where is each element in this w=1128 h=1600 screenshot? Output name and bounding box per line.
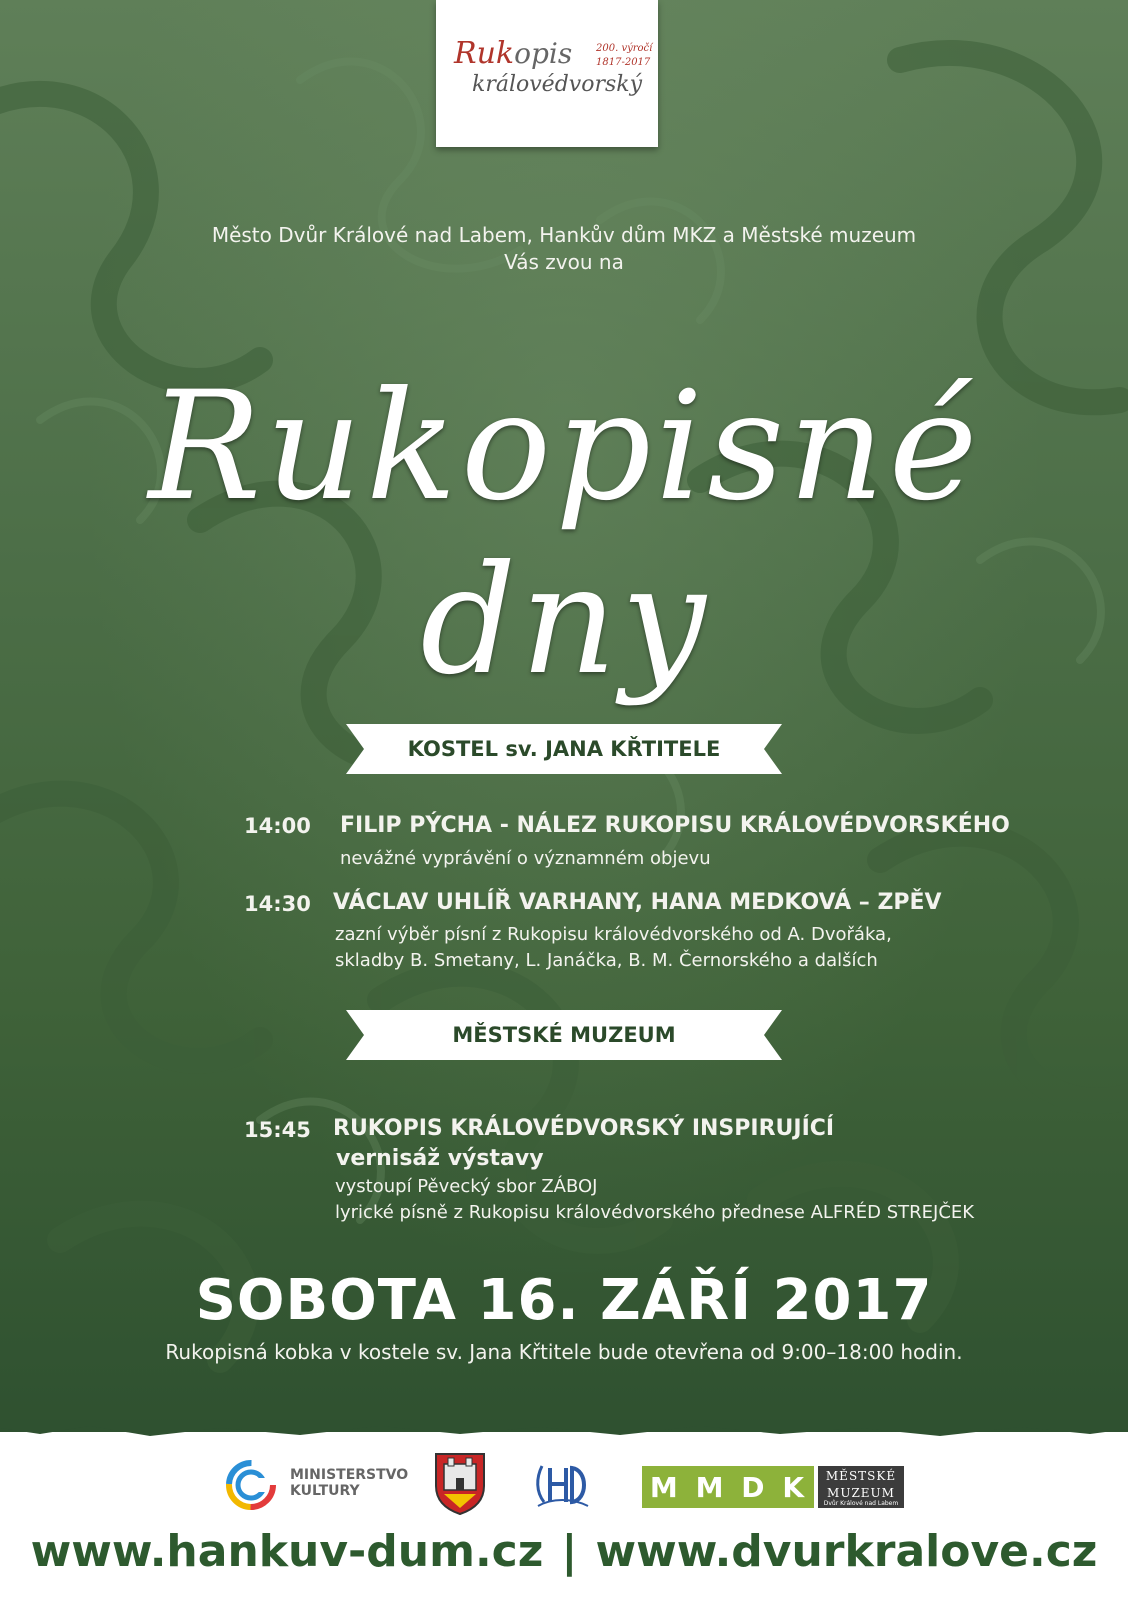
ministry-culture-label: MINISTERSTVO KULTURY — [290, 1467, 409, 1499]
program-description: skladby B. Smetany, L. Janáčka, B. M. Černorského a dalších — [335, 950, 878, 971]
hankuv-dum-logo-icon — [532, 1458, 594, 1512]
event-title: Rukopisné dny — [148, 360, 982, 708]
program-description: nevážné vyprávění o významném objevu — [340, 848, 711, 869]
section-ribbon-church — [346, 724, 782, 774]
program-subtitle: vernisáž výstavy — [336, 1146, 544, 1171]
section-label-church: KOSTEL sv. JANA KŘTITELE — [407, 737, 721, 761]
url-separator: | — [561, 1526, 578, 1577]
mmdk-logo: M M D K — [642, 1466, 814, 1508]
website-links — [0, 1526, 1128, 1577]
logo-anniversary: 200. výročí 1817-2017 — [596, 43, 653, 68]
ministry-culture-icon — [224, 1458, 278, 1512]
program-title: VÁCLAV UHLÍŘ VARHANY, HANA MEDKOVÁ – ZPĚV — [333, 890, 942, 915]
intro-line-2: Vás zvou na — [504, 250, 624, 274]
logo-card — [436, 0, 658, 147]
program-title: FILIP PÝCHA - NÁLEZ RUKOPISU KRÁLOVÉDVORSKÉHO — [340, 813, 1010, 838]
program-time: 15:45 — [244, 1118, 311, 1142]
program-title: RUKOPIS KRÁLOVÉDVORSKÝ INSPIRUJÍCÍ — [333, 1116, 835, 1141]
opening-hours-note: Rukopisná kobka v kostele sv. Jana Křtitele bude otevřena od 9:00–18:00 hodin. — [165, 1340, 963, 1364]
torn-paper-edge — [0, 1420, 1128, 1444]
section-ribbon-museum — [346, 1010, 782, 1060]
program-description: lyrické písně z Rukopisu královédvorského přednese ALFRÉD STREJČEK — [335, 1202, 975, 1223]
hankuv-dum-link[interactable]: www.hankuv-dum.cz — [30, 1526, 544, 1577]
intro-line-1: Město Dvůr Králové nad Labem, Hankův dům MKZ a Městské muzeum — [211, 223, 917, 247]
dvurkralove-link[interactable]: www.dvurkralove.cz — [595, 1526, 1098, 1577]
program-description: vystoupí Pěvecký sbor ZÁBOJ — [335, 1176, 598, 1197]
event-date: SOBOTA 16. ZÁŘÍ 2017 — [195, 1268, 933, 1333]
program-description: zazní výběr písní z Rukopisu královédvorského od A. Dvořáka, — [335, 924, 892, 945]
program-time: 14:30 — [244, 892, 311, 916]
section-label-museum: MĚSTSKÉ MUZEUM — [452, 1023, 676, 1047]
town-crest-icon — [432, 1450, 488, 1516]
logo-title: Rukopis — [454, 36, 573, 71]
city-museum-logo: MĚSTSKÉ MUZEUM Dvůr Králové nad Labem — [818, 1466, 904, 1508]
program-time: 14:00 — [244, 814, 311, 838]
logo-subtitle: královédvorský — [472, 72, 643, 97]
